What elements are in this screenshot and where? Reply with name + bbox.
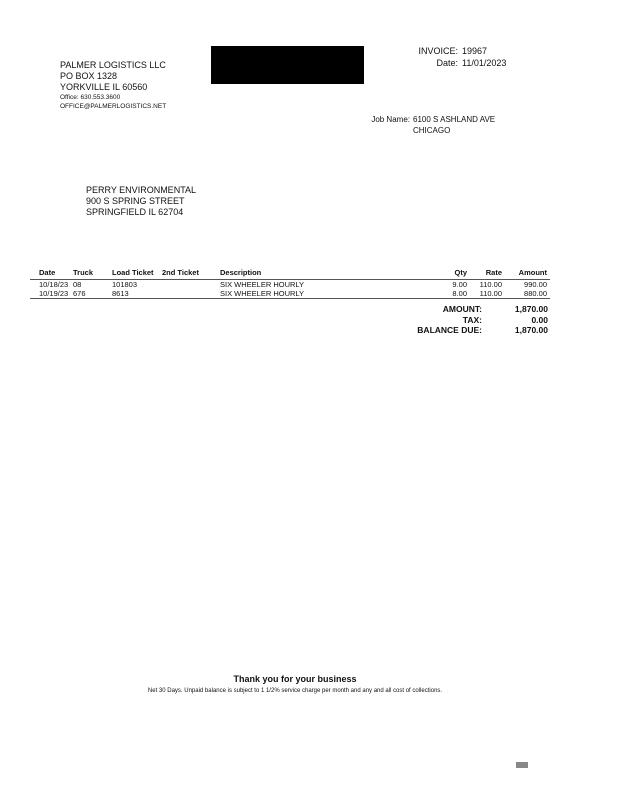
header-truck: Truck <box>73 268 94 277</box>
table-row <box>30 289 550 299</box>
amount-value: 1,870.00 <box>514 304 548 314</box>
table-row <box>30 280 550 289</box>
row-truck: 676 <box>73 289 86 298</box>
header-qty: Qty <box>454 268 467 277</box>
row-load-ticket: 8613 <box>112 289 129 298</box>
job-block <box>366 114 495 136</box>
redacted-region <box>211 46 364 84</box>
row-load-ticket: 101803 <box>112 280 138 289</box>
sender-email: OFFICE@PALMERLOGISTICS.NET <box>60 103 167 110</box>
row-rate: 110.00 <box>479 289 502 298</box>
row-amount: 990.00 <box>524 280 547 289</box>
amount-label: AMOUNT: <box>442 304 482 314</box>
header-amount: Amount <box>518 268 547 277</box>
header-date: Date <box>39 268 56 277</box>
balance-due-value: 1,870.00 <box>514 325 548 335</box>
customer-city: SPRINGFIELD IL 62704 <box>86 207 184 217</box>
invoice-date-label: Date: <box>436 58 458 68</box>
invoice-number-label: INVOICE: <box>418 46 458 56</box>
row-date: 10/18/23 <box>39 280 69 289</box>
customer-address: 900 S SPRING STREET <box>86 196 185 206</box>
header-rate: Rate <box>485 268 502 277</box>
customer-name: PERRY ENVIRONMENTAL <box>86 185 197 195</box>
scan-mark <box>516 762 528 768</box>
bill-to-block <box>86 185 196 218</box>
sender-address: PO BOX 1328 <box>60 71 118 81</box>
job-city: CHICAGO <box>413 126 451 135</box>
sender-city: YORKVILLE IL 60560 <box>60 82 148 92</box>
row-qty: 9.00 <box>452 280 467 289</box>
invoice-date: 11/01/2023 <box>462 58 507 68</box>
header-second-ticket: 2nd Ticket <box>162 268 199 277</box>
invoice-number: 19967 <box>462 46 488 56</box>
sender-name: PALMER LOGISTICS LLC <box>60 60 166 70</box>
totals-block <box>400 304 548 336</box>
header-load-ticket: Load Ticket <box>112 268 154 277</box>
header-description: Description <box>220 268 262 277</box>
row-qty: 8.00 <box>452 289 467 298</box>
line-items-table <box>30 268 550 299</box>
payment-terms: Net 30 Days. Unpaid balance is subject to 1 1/2% service charge per month and any and all cost of collections. <box>147 688 443 694</box>
thank-you-message: Thank you for your business <box>233 674 357 684</box>
tax-label: TAX: <box>462 314 482 325</box>
row-description: SIX WHEELER HOURLY <box>220 280 305 289</box>
tax-value: 0.00 <box>531 314 548 325</box>
row-date: 10/19/23 <box>39 289 69 298</box>
row-description: SIX WHEELER HOURLY <box>220 289 305 298</box>
row-rate: 110.00 <box>479 280 502 289</box>
sender-block <box>60 60 166 111</box>
invoice-meta <box>408 45 506 69</box>
balance-due-label: BALANCE DUE: <box>417 325 482 335</box>
table-header <box>30 268 550 278</box>
sender-phone: Office: 630.553.3600 <box>60 94 121 101</box>
job-address: 6100 S ASHLAND AVE <box>413 115 496 124</box>
row-truck: 08 <box>73 280 82 289</box>
row-amount: 880.00 <box>524 289 547 298</box>
job-label: Job Name: <box>371 115 410 124</box>
